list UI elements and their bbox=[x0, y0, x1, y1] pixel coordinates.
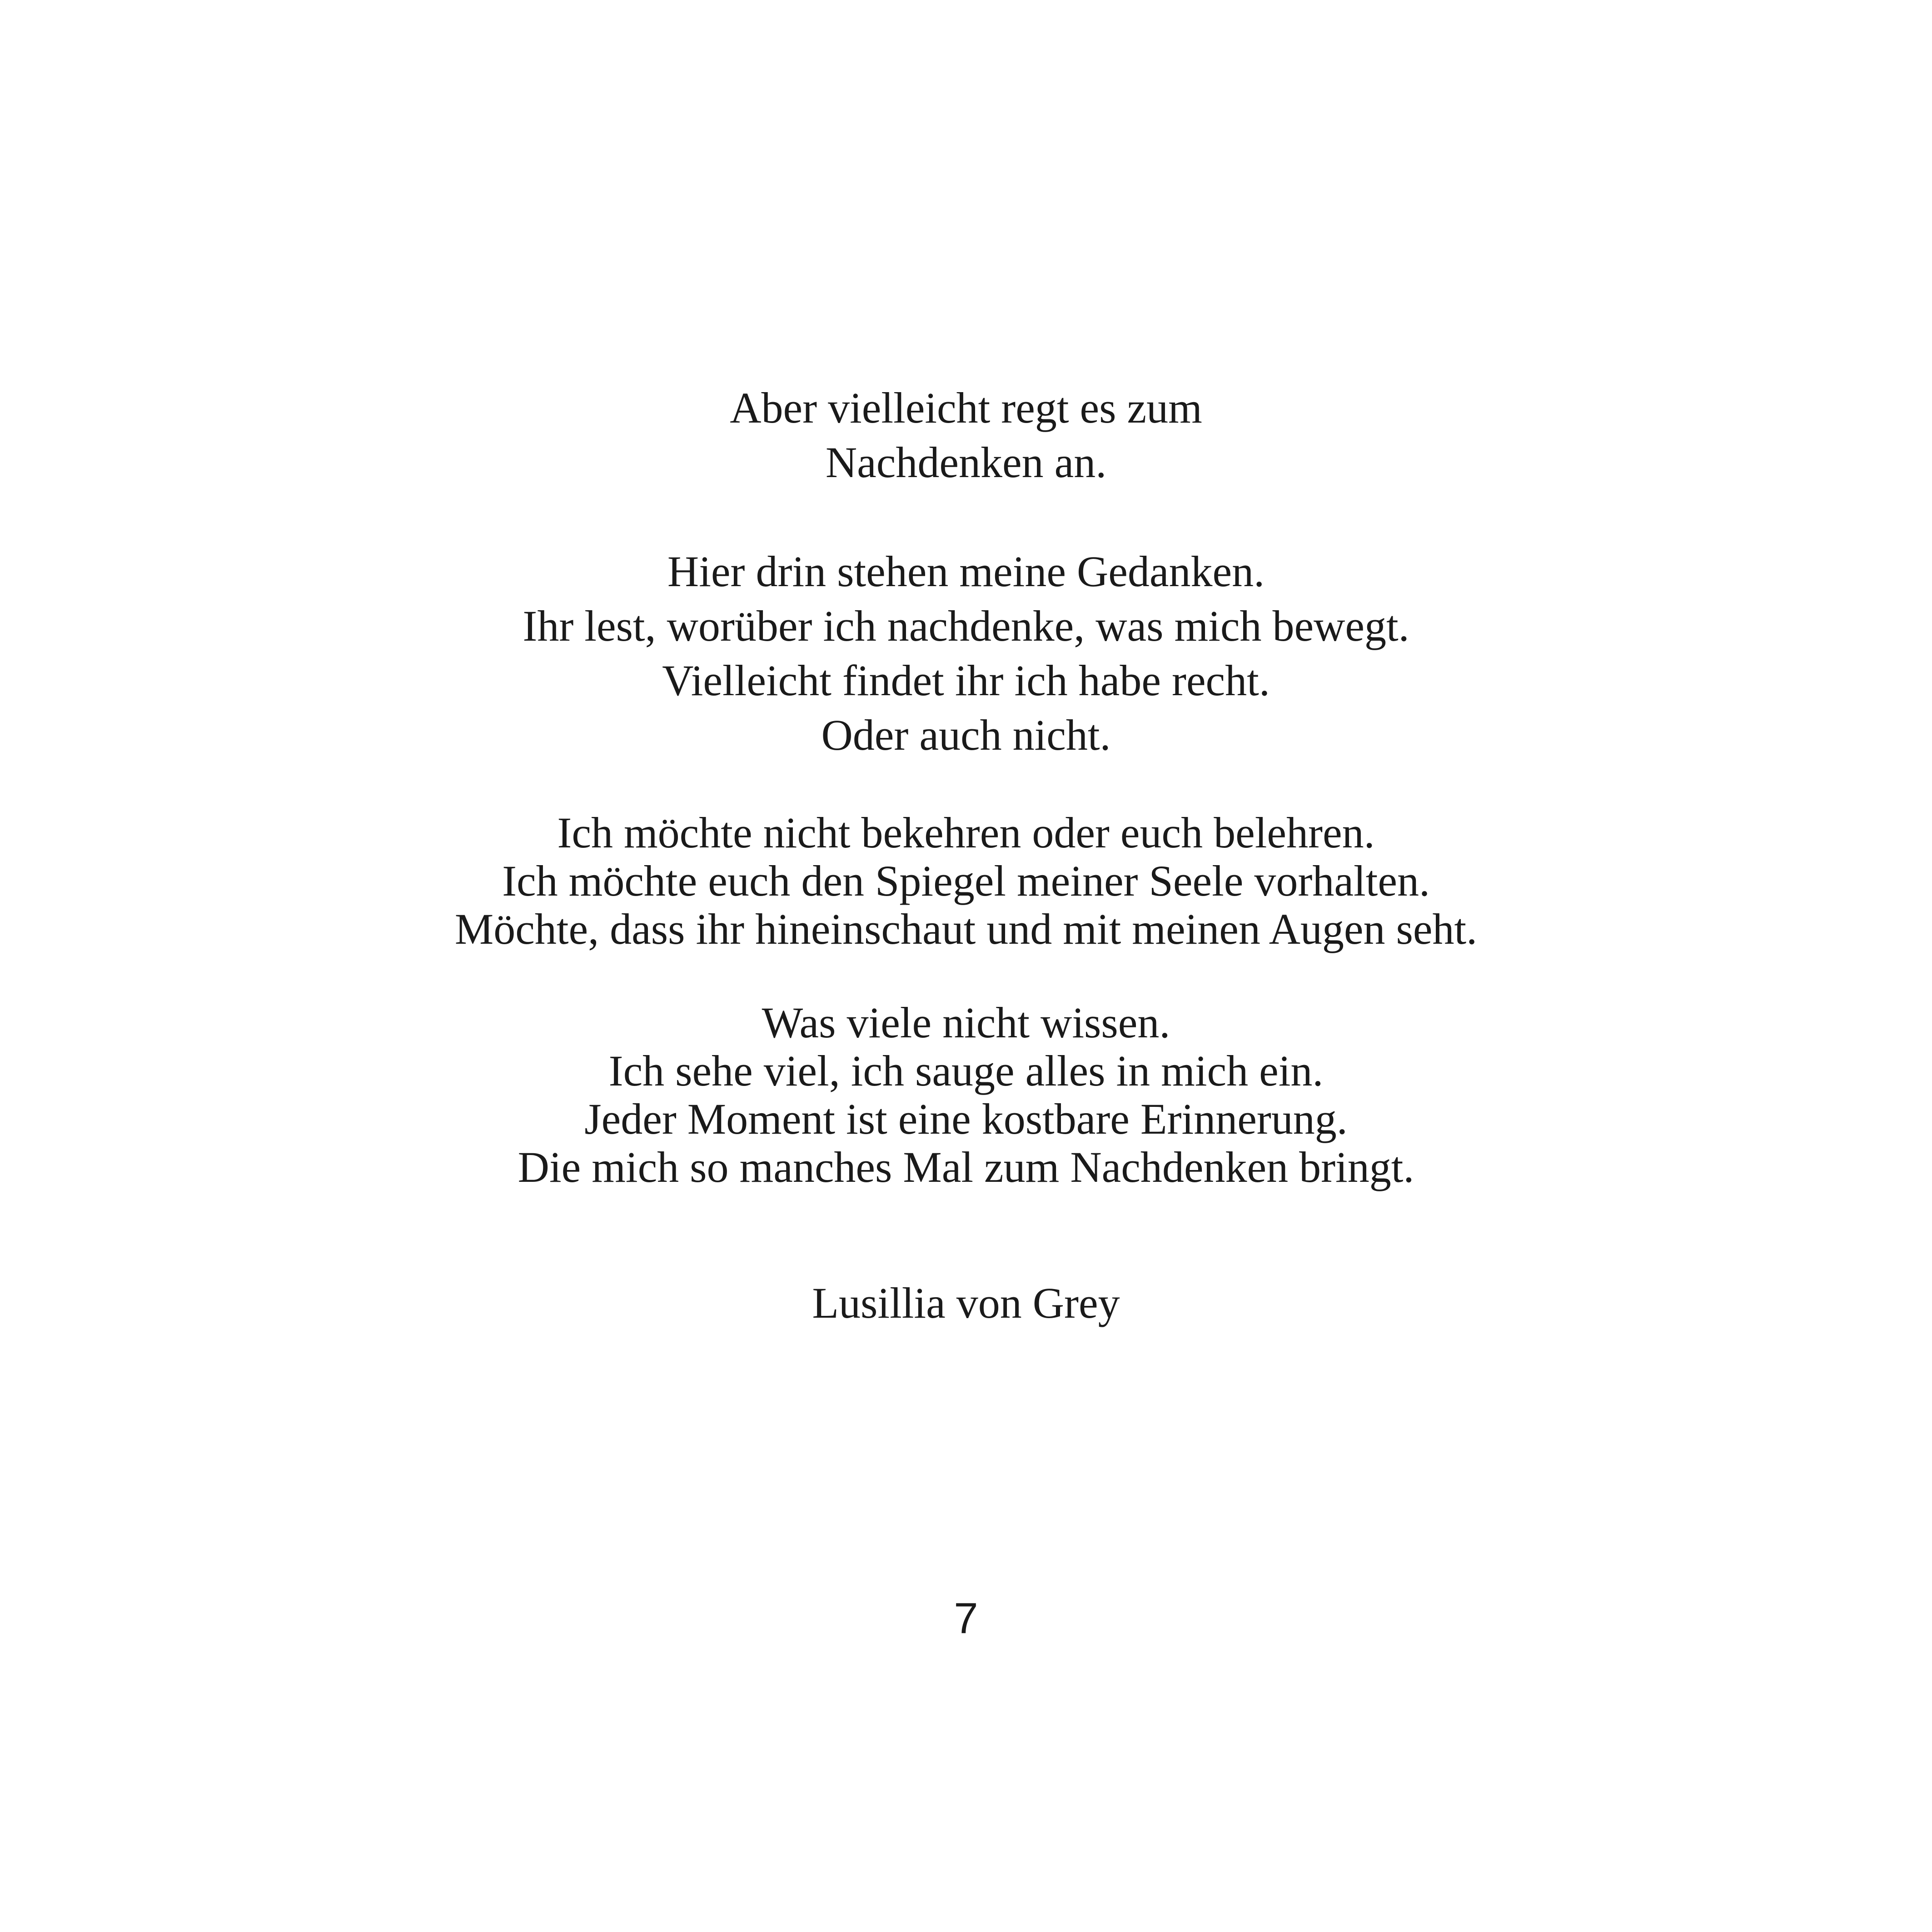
page-number: 7 bbox=[954, 1594, 978, 1643]
poem-stanza-1 bbox=[0, 381, 1932, 490]
poem-stanza-2 bbox=[0, 544, 1932, 762]
poem-line: Nachdenken an. bbox=[825, 438, 1107, 487]
poem-line: Vielleicht findet ihr ich habe recht. bbox=[662, 656, 1270, 705]
poem-line: Aber vielleicht regt es zum bbox=[730, 383, 1202, 432]
poem-line: Ich möchte nicht bekehren oder euch belehren. bbox=[557, 808, 1375, 857]
poem-line: Was viele nicht wissen. bbox=[762, 998, 1170, 1047]
poem-stanza-3 bbox=[0, 809, 1932, 953]
poem-line: Die mich so manches Mal zum Nachdenken bringt. bbox=[518, 1143, 1414, 1191]
poem-stanza-4 bbox=[0, 999, 1932, 1191]
poem-line: Ich sehe viel, ich sauge alles in mich ein. bbox=[608, 1046, 1324, 1095]
poem-line: Ihr lest, worüber ich nachdenke, was mich bewegt. bbox=[523, 602, 1409, 650]
poem-line: Oder auch nicht. bbox=[821, 711, 1111, 759]
poem-line: Hier drin stehen meine Gedanken. bbox=[667, 547, 1265, 596]
poem-line: Jeder Moment ist eine kostbare Erinnerung. bbox=[584, 1095, 1348, 1143]
author-signature: Lusillia von Grey bbox=[812, 1279, 1120, 1327]
poem-line: Ich möchte euch den Spiegel meiner Seele vorhalten. bbox=[502, 856, 1430, 905]
poem-line: Möchte, dass ihr hineinschaut und mit meinen Augen seht. bbox=[454, 905, 1478, 953]
